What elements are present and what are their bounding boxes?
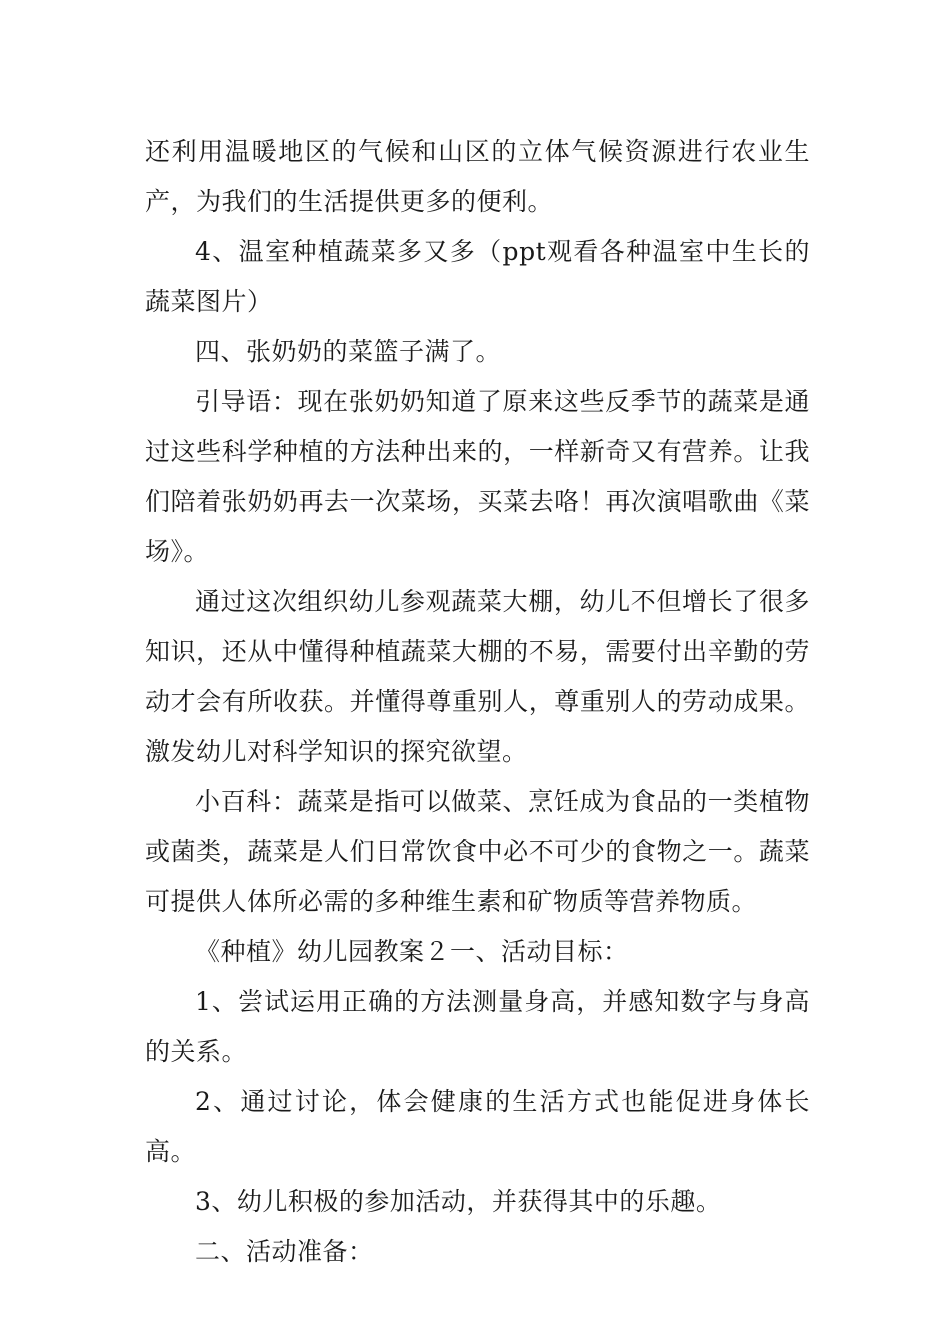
paragraph-1: 还利用温暖地区的气候和山区的立体气候资源进行农业生产，为我们的生活提供更多的便利。	[145, 137, 810, 216]
paragraph-2: 4、温室种植蔬菜多又多（ppt观看各种温室中生长的蔬菜图片）	[145, 237, 810, 316]
paragraph-4: 引导语：现在张奶奶知道了原来这些反季节的蔬菜是通过这些科学种植的方法种出来的，一样新奇又有营养。让我们陪着张奶奶再去一次菜场，买菜去咯！再次演唱歌曲《菜场》。	[145, 387, 810, 566]
paragraph-9: 2、通过讨论，体会健康的生活方式也能促进身体长高。	[145, 1087, 810, 1166]
paragraph-5: 通过这次组织幼儿参观蔬菜大棚，幼儿不但增长了很多知识，还从中懂得种植蔬菜大棚的不易，需要付出辛勤的劳动才会有所收获。并懂得尊重别人，尊重别人的劳动成果。激发幼儿对科学知识的探究欲望。	[145, 587, 810, 766]
paragraph-6: 小百科：蔬菜是指可以做菜、烹饪成为食品的一类植物或菌类，蔬菜是人们日常饮食中必不可少的食物之一。蔬菜可提供人体所必需的多种维生素和矿物质等营养物质。	[145, 787, 810, 916]
paragraph-7: 《种植》幼儿园教案２一、活动目标：	[195, 937, 629, 966]
paragraph-8: 1、尝试运用正确的方法测量身高，并感知数字与身高的关系。	[145, 987, 810, 1066]
document-body	[145, 127, 810, 1277]
paragraph-3: 四、张奶奶的菜篮子满了。	[195, 337, 502, 366]
paragraph-11: 二、活动准备：	[195, 1237, 374, 1266]
paragraph-10: 3、幼儿积极的参加活动，并获得其中的乐趣。	[195, 1187, 722, 1216]
